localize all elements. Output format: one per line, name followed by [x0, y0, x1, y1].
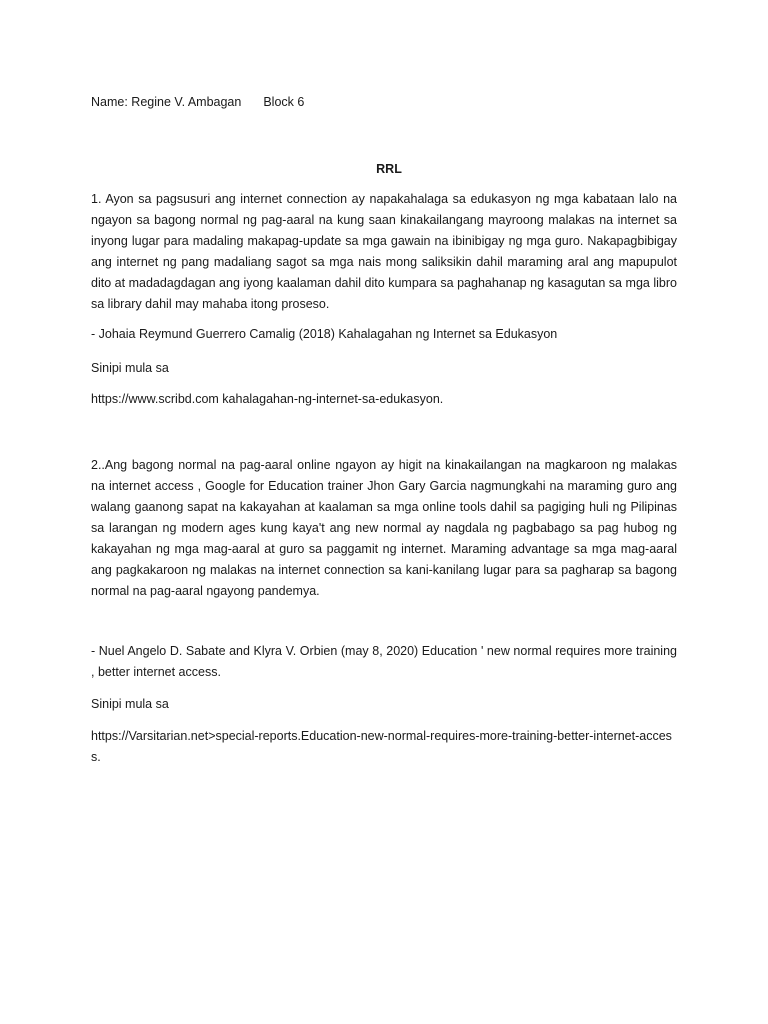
student-block: Block 6 — [263, 95, 305, 109]
entry-2-citation: - Nuel Angelo D. Sabate and Klyra V. Orbien (may 8, 2020) Education ' new normal requires more training , better internet access. — [91, 644, 677, 679]
entry-1-citation: - Johaia Reymund Guerrero Camalig (2018) Kahalagahan ng Internet sa Edukasyon — [91, 327, 558, 341]
entry-1-source-url: https://www.scribd.com kahalagahan-ng-internet-sa-edukasyon. — [91, 392, 444, 406]
entry-2-source-label: Sinipi mula sa — [91, 697, 169, 711]
student-name: Name: Regine V. Ambagan — [91, 95, 242, 109]
entry-1-source-label: Sinipi mula sa — [91, 361, 169, 375]
entry-2-text: 2..Ang bagong normal na pag-aaral online ngayon ay higit na kinakailangan na magkaroon ng malakas na internet access , Google for Education trainer Jhon Gary Garcia nagmungkahi na maraming guro ang walang gaanong sapat na kakayahan at kaalaman sa mga online tools dahil sa pagiging huli ng Pilipinas sa larangan ng modern ages kung kaya't ang new normal ay nagdala ng pagbabago sa pag hubog ng kakayahan ng mga mag-aaral at guro sa paggamit ng internet. Maraming advantage sa mga mag-aaral ang pagkakaroon ng malakas na internet connection sa kani-kanilang lugar para sa pagharap sa bagong normal na pag-aaral ngayong pandemya. — [91, 458, 677, 598]
entry-1-text: 1. Ayon sa pagsusuri ang internet connection ay napakahalaga sa edukasyon ng mga kabataan lalo na ngayon sa bagong normal ng pag-aaral na kung saan kinakailangang mayroong malakas na internet sa inyong lugar para madaling makapag-update sa mga gawain na ibinibigay ng mga guro. Nakapagbibigay ang internet ng pang madaliang sagot sa mga nais mong saliksikin dahil maraming aral ang mapupulot dito at madadagdagan ang iyong kaalaman dahil dito kumpara sa paghahanap ng kasagutan sa mga libro sa library dahil may mahaba itong proseso. — [91, 192, 677, 311]
entry-2-source-url: https://Varsitarian.net>special-reports.Education-new-normal-requires-more-training-better-internet-access. — [91, 729, 672, 764]
document-title: RRL — [376, 162, 402, 176]
document-header — [91, 92, 691, 113]
